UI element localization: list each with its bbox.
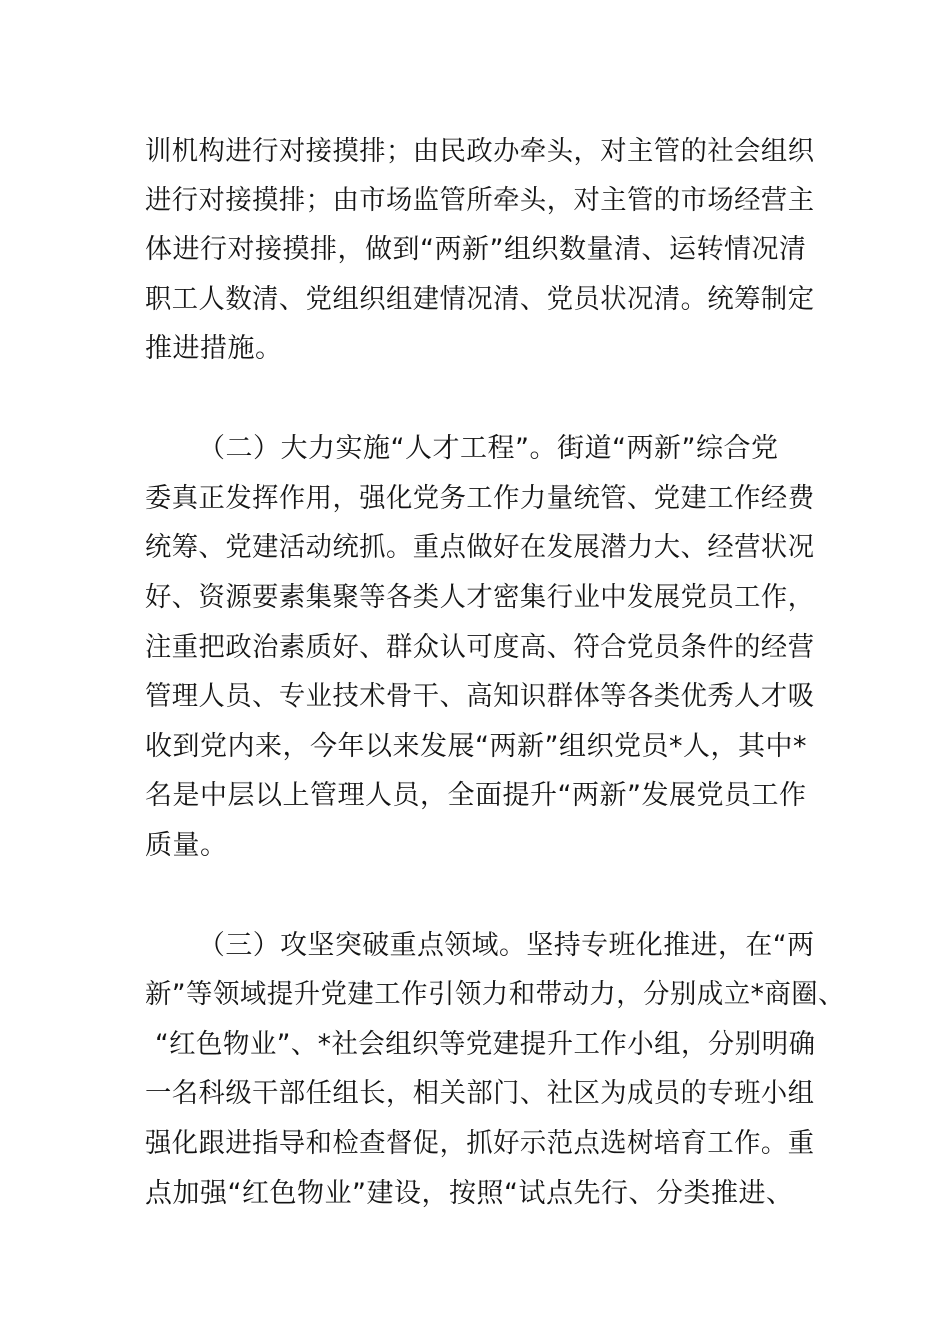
paragraph-3-line-3: “红色物业”、*社会组织等党建提升工作小组，分别明确	[155, 1029, 816, 1060]
paragraph-3-line-5: 强化跟进指导和检查督促，抓好示范点选树培育工作。重	[145, 1128, 815, 1159]
paragraph-2-line-9: 质量。	[145, 830, 228, 861]
paragraph-2-line-3: 统筹、党建活动统抓。重点做好在发展潜力大、经营状况	[145, 532, 815, 563]
paragraph-1-line-1: 训机构进行对接摸排；由民政办牵头，对主管的社会组织	[145, 136, 815, 167]
paragraph-2-line-4: 好、资源要素集聚等各类人才密集行业中发展党员工作，	[145, 582, 815, 613]
paragraph-2-line-7: 收到党内来，今年以来发展“两新”组织党员*人，其中*	[145, 731, 807, 762]
paragraph-2-line-1: （二）大力实施“人才工程”。街道“两新”综合党	[198, 433, 779, 464]
paragraph-1-line-5: 推进措施。	[145, 333, 283, 364]
paragraph-3-line-6: 点加强“红色物业”建设，按照“试点先行、分类推进、	[145, 1178, 794, 1209]
paragraph-1-line-3: 体进行对接摸排，做到“两新”组织数量清、运转情况清	[145, 234, 807, 265]
paragraph-1-line-2: 进行对接摸排；由市场监管所牵头，对主管的市场经营主	[145, 185, 815, 216]
paragraph-2-line-2: 委真正发挥作用，强化党务工作力量统管、党建工作经费	[145, 483, 815, 514]
paragraph-2-line-5: 注重把政治素质好、群众认可度高、符合党员条件的经营	[145, 632, 815, 663]
paragraph-1-line-4: 职工人数清、党组织组建情况清、党员状况清。统筹制定	[145, 284, 815, 315]
paragraph-2-line-6: 管理人员、专业技术骨干、高知识群体等各类优秀人才吸	[145, 681, 815, 712]
paragraph-2-line-8: 名是中层以上管理人员，全面提升“两新”发展党员工作	[145, 780, 807, 811]
paragraph-3-line-2: 新”等领域提升党建工作引领力和带动力，分别成立*商圈、	[145, 979, 846, 1010]
paragraph-3-line-1: （三）攻坚突破重点领域。坚持专班化推进，在“两	[198, 930, 815, 961]
paragraph-3-line-4: 一名科级干部任组长，相关部门、社区为成员的专班小组	[145, 1078, 815, 1109]
